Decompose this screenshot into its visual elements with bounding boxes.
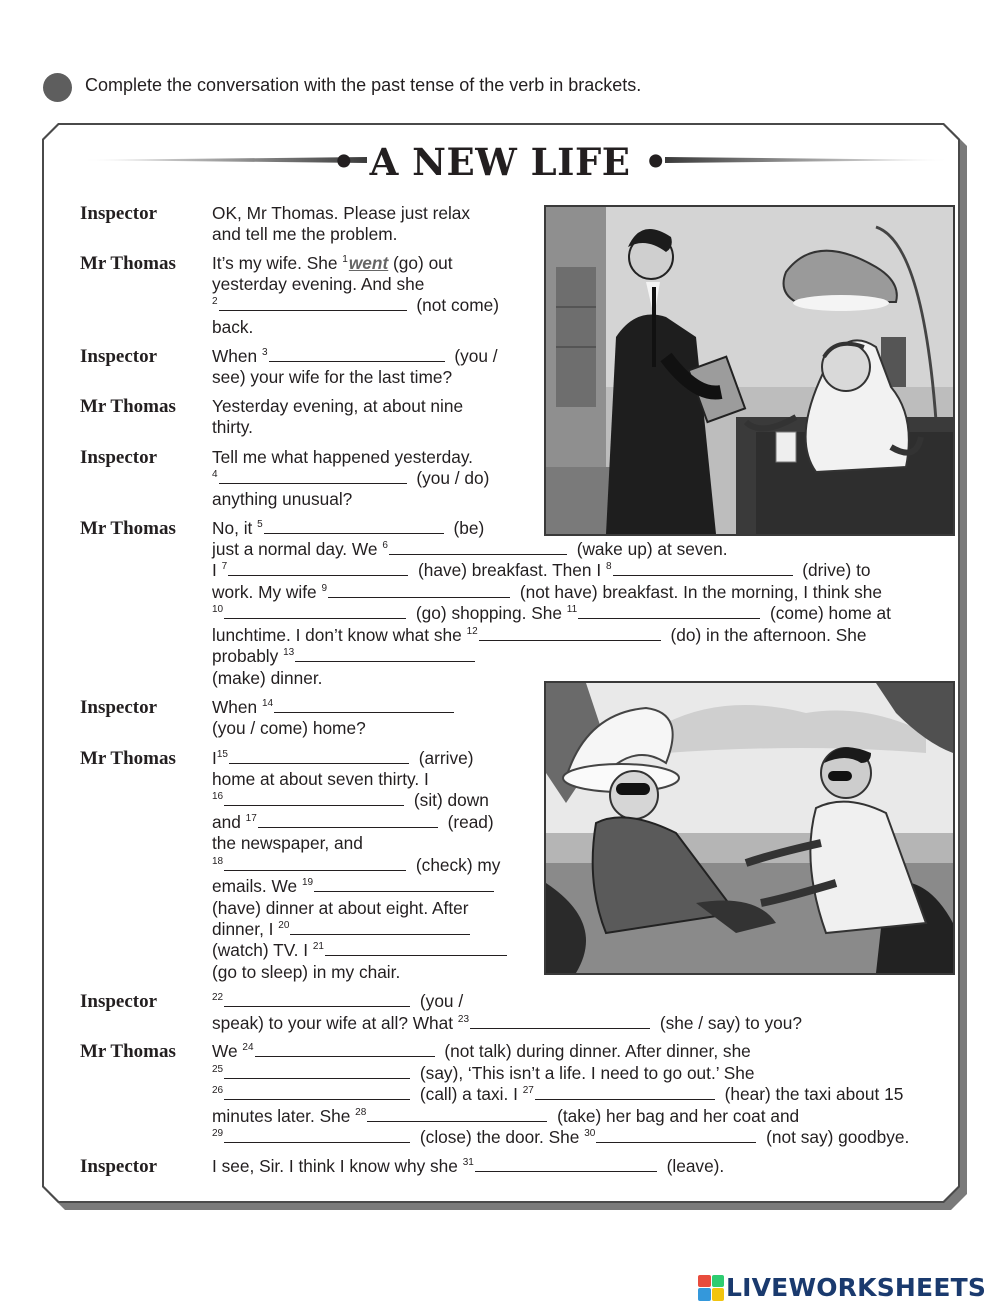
dialogue-line (212, 1106, 799, 1127)
answer-blank-22[interactable] (224, 991, 410, 1007)
line-text: (do) in the afternoon. She (665, 625, 867, 645)
line-text: emails. We (212, 876, 302, 896)
answer-blank-2[interactable] (219, 295, 407, 311)
line-text: (watch) TV. I (212, 940, 313, 960)
question-number: 12 (466, 626, 478, 637)
question-number: 17 (245, 813, 257, 824)
instruction-bullet (43, 73, 72, 102)
line-text: (not say) goodbye. (761, 1127, 910, 1147)
answer-blank-18[interactable] (224, 855, 406, 871)
illustration-inspector-scene (544, 205, 955, 536)
dialogue-line (212, 1013, 802, 1034)
answer-blank-4[interactable] (219, 468, 407, 484)
dialogue-line: (you / come) home? (212, 718, 366, 738)
line-text: speak) to your wife at all? What (212, 1013, 458, 1033)
question-number: 3 (261, 347, 268, 358)
dialogue-line: (go to sleep) in my chair. (212, 962, 401, 982)
speaker-label: Mr Thomas (80, 1041, 176, 1062)
line-text: (not come) (411, 295, 499, 315)
dialogue-line: thirty. (212, 417, 253, 437)
line-text: lunchtime. I don’t know what she (212, 625, 467, 645)
question-number: 29 (212, 1128, 224, 1139)
question-number: 24 (242, 1042, 254, 1053)
speaker-label: Inspector (80, 991, 158, 1012)
speaker-label: Inspector (80, 447, 158, 468)
dialogue-line (212, 518, 484, 539)
question-number: 4 (212, 469, 218, 480)
title-bullet-right: • (643, 140, 668, 184)
dialogue-line: Tell me what happened yesterday. (212, 447, 473, 467)
question-number: 26 (212, 1085, 224, 1096)
dialogue-line (212, 1127, 909, 1148)
line-text: just a normal day. We (212, 539, 383, 559)
answer-blank-25[interactable] (224, 1063, 410, 1079)
dialogue-line (212, 582, 882, 603)
dialogue-line (212, 790, 489, 811)
line-text: (not have) breakfast. In the morning, I think she (515, 582, 882, 602)
question-number: 27 (522, 1085, 534, 1096)
dialogue-line (212, 295, 499, 316)
question-number: 31 (462, 1157, 474, 1168)
question-number: 25 (212, 1064, 224, 1075)
dialogue-line: Yesterday evening, at about nine (212, 396, 464, 416)
line-text: (close) the door. She (415, 1127, 585, 1147)
answer-blank-29[interactable] (224, 1127, 410, 1143)
answer-blank-5[interactable] (264, 518, 444, 534)
dialogue-line (212, 346, 498, 367)
line-text: work. My wife (212, 582, 322, 602)
question-number: 15 (216, 749, 228, 760)
speaker-label: Inspector (80, 697, 158, 718)
liveworksheets-logo (698, 1273, 986, 1302)
question-number: 6 (382, 540, 388, 551)
page-title (0, 140, 1000, 184)
line-text: (you / do) (411, 468, 490, 488)
question-number: 28 (355, 1107, 367, 1118)
answer-blank-13[interactable] (295, 646, 475, 662)
answer-blank-31[interactable] (475, 1156, 657, 1172)
line-text: (check) my (411, 855, 501, 875)
dialogue-line (212, 697, 459, 718)
dialogue-line (212, 940, 512, 961)
speaker-label: Mr Thomas (80, 748, 176, 769)
dialogue-line: anything unusual? (212, 489, 353, 509)
dialogue-line (212, 1156, 724, 1177)
line-text: (call) a taxi. I (415, 1084, 523, 1104)
dialogue-line: (have) dinner at about eight. After (212, 898, 469, 918)
dialogue-line: and tell me the problem. (212, 224, 398, 244)
line-text: (hear) the taxi about 15 (719, 1084, 904, 1104)
speaker-label: Inspector (80, 203, 158, 224)
answer-blank-3[interactable] (269, 346, 445, 362)
line-text: (say), ‘This isn’t a life. I need to go out.’ She (415, 1063, 755, 1083)
dialogue-line (212, 539, 728, 560)
line-text: (leave). (661, 1156, 725, 1176)
question-number: 22 (212, 992, 224, 1003)
line-text: (come) home at (765, 603, 891, 623)
question-number: 5 (257, 519, 263, 530)
line-text: (wake up) at seven. (571, 539, 728, 559)
answer-blank-9[interactable] (328, 582, 510, 598)
line-text: (go) shopping. She (411, 603, 567, 623)
line-text: (have) breakfast. Then I (413, 560, 606, 580)
line-text: (you / (449, 346, 498, 366)
question-number: 19 (301, 877, 314, 888)
answer-blank-26[interactable] (224, 1084, 410, 1100)
line-text: and (212, 812, 246, 832)
speaker-label: Mr Thomas (80, 518, 176, 539)
line-text: dinner, I (212, 919, 279, 939)
line-text: When (212, 346, 262, 366)
line-text: When (212, 697, 262, 717)
dialogue-line (212, 812, 494, 833)
answer-blank-11[interactable] (578, 603, 760, 619)
answer-blank-7[interactable] (228, 560, 408, 576)
speaker-label: Inspector (80, 346, 158, 367)
line-text: (go) out (388, 253, 453, 273)
question-number: 1 (342, 254, 348, 265)
dialogue-line (212, 1084, 903, 1105)
dialogue-line: home at about seven thirty. I (212, 769, 429, 789)
line-text: I see, Sir. I think I know why she (212, 1156, 463, 1176)
question-number: 10 (212, 604, 224, 615)
dialogue-line (212, 625, 866, 646)
dialogue-line (212, 855, 500, 876)
line-text: (you / (415, 991, 464, 1011)
line-text: (sit) down (409, 790, 489, 810)
question-number: 30 (584, 1128, 596, 1139)
answer-blank-16[interactable] (224, 790, 404, 806)
answer-blank-28[interactable] (367, 1106, 547, 1122)
dialogue-line: back. (212, 317, 254, 337)
line-text: We (212, 1041, 243, 1061)
answer-blank-15[interactable] (229, 748, 409, 764)
dialogue-line (212, 253, 453, 274)
illustration-holiday-scene (544, 681, 955, 975)
dialogue-line: (make) dinner. (212, 668, 323, 688)
question-number: 11 (566, 604, 578, 615)
answer-blank-17[interactable] (258, 812, 438, 828)
answer-blank-27[interactable] (535, 1084, 715, 1100)
logo-mark-icon (698, 1275, 724, 1301)
line-text: (take) her bag and her coat and (552, 1106, 800, 1126)
line-text: I (212, 560, 222, 580)
title-text: A NEW LIFE (369, 140, 631, 184)
question-number: 23 (457, 1014, 470, 1025)
dialogue-line (212, 919, 475, 940)
question-number: 20 (278, 920, 290, 931)
line-text: probably (212, 646, 284, 666)
line-text: No, it (212, 518, 258, 538)
dialogue-line: OK, Mr Thomas. Please just relax (212, 203, 471, 223)
line-text: (not talk) during dinner. After dinner, she (439, 1041, 751, 1061)
answer-blank-8[interactable] (613, 560, 793, 576)
line-text: (drive) to (797, 560, 871, 580)
instruction-text: Complete the conversation with the past tense of the verb in brackets. (85, 75, 642, 95)
answer-blank-12[interactable] (479, 625, 661, 641)
dialogue-line (212, 1063, 755, 1084)
line-text: (read) (442, 812, 494, 832)
answer-blank-6[interactable] (389, 539, 567, 555)
title-bullet-left: • (332, 140, 357, 184)
speaker-label: Inspector (80, 1156, 158, 1177)
question-number: 13 (283, 647, 295, 658)
dialogue-line: see) your wife for the last time? (212, 367, 453, 387)
answer-blank-21[interactable] (325, 940, 507, 956)
line-text: (arrive) (413, 748, 474, 768)
answer-blank-24[interactable] (255, 1041, 435, 1057)
question-number: 21 (312, 941, 324, 952)
answer-blank-10[interactable] (224, 603, 406, 619)
answer-blank-20[interactable] (290, 919, 470, 935)
question-number: 7 (221, 561, 228, 572)
logo-text: LIVEWORKSHEETS (726, 1273, 987, 1302)
question-number: 16 (212, 791, 224, 802)
speaker-label: Mr Thomas (80, 396, 176, 417)
dialogue-line (212, 560, 870, 581)
question-number: 18 (212, 856, 224, 867)
line-text: (be) (448, 518, 485, 538)
dialogue-line (212, 876, 499, 897)
answer-blank-23[interactable] (470, 1013, 650, 1029)
question-number: 9 (321, 583, 328, 594)
dialogue-line (212, 468, 489, 489)
dialogue-line (212, 646, 480, 667)
dialogue-line: the newspaper, and (212, 833, 363, 853)
line-text: minutes later. She (212, 1106, 356, 1126)
dialogue-line (212, 991, 463, 1012)
line-text: (she / say) to you? (655, 1013, 802, 1033)
line-text: I (212, 748, 217, 768)
answer-blank-14[interactable] (274, 697, 454, 713)
question-number: 8 (605, 561, 612, 572)
answer-blank-30[interactable] (596, 1127, 756, 1143)
dialogue-line (212, 603, 891, 624)
line-text: It’s my wife. She (212, 253, 343, 273)
question-number: 14 (261, 698, 274, 709)
question-number: 2 (212, 296, 218, 307)
dialogue-line: yesterday evening. And she (212, 274, 425, 294)
dialogue-line (212, 1041, 751, 1062)
dialogue-line (212, 748, 473, 769)
answer-blank-19[interactable] (314, 876, 494, 892)
speaker-label: Mr Thomas (80, 253, 176, 274)
example-answer: went (348, 253, 389, 273)
